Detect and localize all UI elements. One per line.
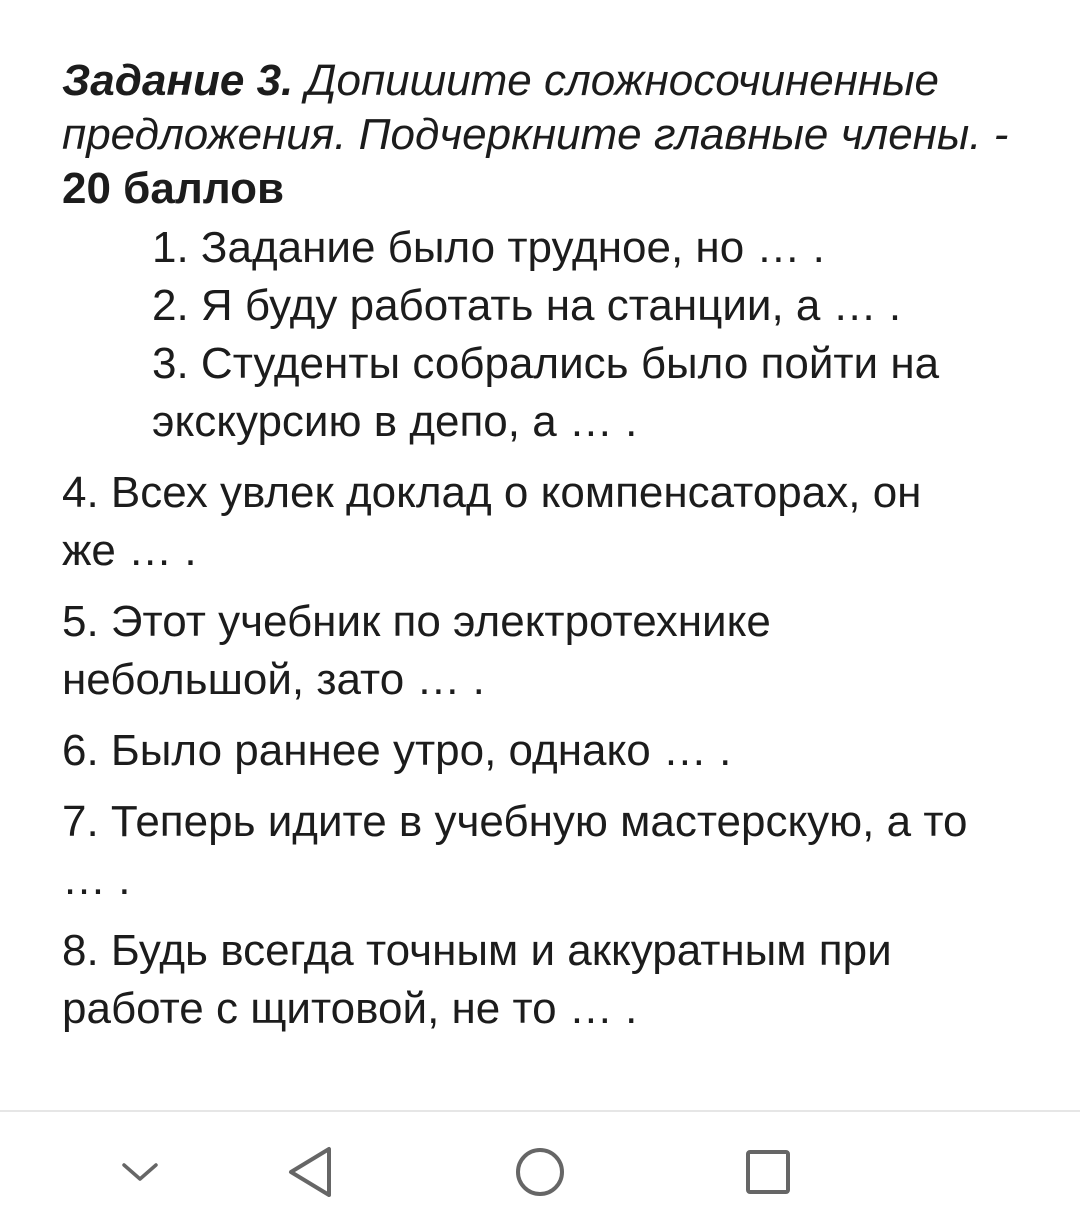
home-circle-icon <box>512 1144 568 1200</box>
back-triangle-icon <box>285 1144 335 1200</box>
task-label: Задание 3. <box>62 56 294 105</box>
list-item: 2. Я буду работать на станции, а … . <box>152 281 902 330</box>
home-button[interactable] <box>510 1142 570 1202</box>
collapse-nav-button[interactable] <box>110 1142 170 1202</box>
task-header <box>62 54 1042 216</box>
list-item: 7. Теперь идите в учебную мастерскую, а то … . <box>62 797 968 904</box>
recents-button[interactable] <box>738 1142 798 1202</box>
task-instruction: Допишите сложносочиненные предложения. Подчеркните главные члены. - <box>62 56 1009 159</box>
recents-square-icon <box>742 1146 794 1198</box>
list-item: 5. Этот учебник по электротехнике небольшой, зато … . <box>62 597 771 704</box>
list-item: 4. Всех увлек доклад о компенсаторах, он же … . <box>62 468 922 575</box>
list-item: 3. Студенты собрались было пойти на экскурсию в депо, а … . <box>152 339 940 446</box>
chevron-down-icon <box>118 1157 162 1187</box>
system-navigation-bar <box>0 1110 1080 1227</box>
list-item: 6. Было раннее утро, однако … . <box>62 726 732 775</box>
list-item: 8. Будь всегда точным и аккуратным при работе с щитовой, не то … . <box>62 926 892 1033</box>
back-button[interactable] <box>280 1142 340 1202</box>
document-content <box>62 54 1042 1038</box>
list-item: 1. Задание было трудное, но … . <box>152 223 825 272</box>
task-points: 20 баллов <box>62 164 285 213</box>
